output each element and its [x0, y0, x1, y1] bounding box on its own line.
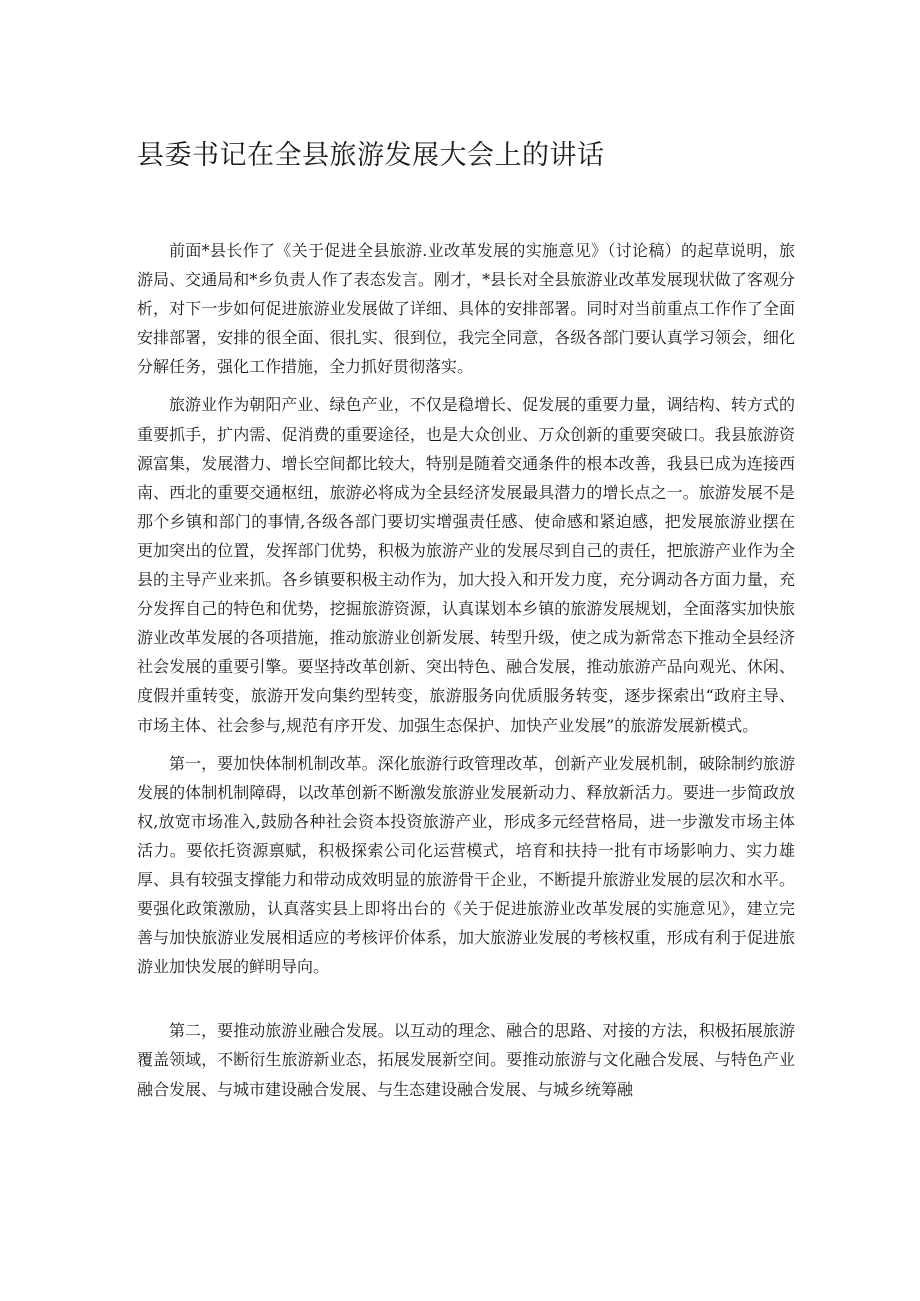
document-body	[137, 236, 795, 1113]
paragraph-intro: 前面*县长作了《关于促进全县旅游.业改革发展的实施意见》（讨论稿）的起草说明，旅游局、交通局和*乡负责人作了表态发言。刚才，*县长对全县旅游业改革发展现状做了客观分析，对下一步如何促进旅游业发展做了详细、具体的安排部署。同时对当前重点工作作了全面安排部署，安排的很全面、很扎实、很到位，我完全同意，各级各部门要认真学习领会，细化分解任务，强化工作措施，全力抓好贯彻落实。	[137, 241, 795, 377]
paragraph-first-point: 第一，要加快体制机制改革。深化旅游行政管理改革，创新产业发展机制，破除制约旅游发展的体制机制障碍，以改革创新不断激发旅游业发展新动力、释放新活力。要进一步简政放权,放宽市场准入,鼓励各种社会资本投资旅游产业，形成多元经营格局，进一步激发市场主体活力。要依托资源禀赋，积极探索公司化运营模式，培育和扶持一批有市场影响力、实力雄厚、具有较强支撑能力和带动成效明显的旅游骨干企业，不断提升旅游业发展的层次和水平。要强化政策激励，认真落实县上即将出台的《关于促进旅游业改革发展的实施意见》，建立完善与加快旅游业发展相适应的考核评价体系，加大旅游业发展的考核权重，形成有利于促进旅游业加快发展的鲜明导向。	[137, 753, 795, 977]
document-title: 县委书记在全县旅游发展大会上的讲话	[137, 140, 605, 171]
paragraph-second-point: 第二，要推动旅游业融合发展。以互动的理念、融合的思路、对接的方法，积极拓展旅游覆盖领域，不断衍生旅游新业态，拓展发展新空间。要推动旅游与文化融合发展、与特色产业融合发展、与城市建设融合发展、与生态建设融合发展、与城乡统筹融	[137, 1021, 795, 1099]
paragraph-tourism-industry: 旅游业作为朝阳产业、绿色产业，不仅是稳增长、促发展的重要力量，调结构、转方式的重要抓手，扩内需、促消费的重要途径，也是大众创业、万众创新的重要突破口。我县旅游资源富集，发展潜力、增长空间都比较大，特别是随着交通条件的根本改善，我县已成为连接西南、西北的重要交通枢纽，旅游必将成为全县经济发展最具潜力的增长点之一。旅游发展不是那个乡镇和部门的事情,各级各部门要切实增强责任感、使命感和紧迫感，把发展旅游业摆在更加突出的位置，发挥部门优势，积极为旅游产业的发展尽到自己的责任，把旅游产业作为全县的主导产业来抓。各乡镇要积极主动作为，加大投入和开发力度，充分调动各方面力量，充分发挥自己的特色和优势，挖掘旅游资源，认真谋划本乡镇的旅游发展规划，全面落实加快旅游业改革发展的各项措施，推动旅游业创新发展、转型升级，使之成为新常态下推动全县经济社会发展的重要引擎。要坚持改革创新、突出特色、融合发展，推动旅游产品向观光、休闲、度假并重转变，旅游开发向集约型转变，旅游服务向优质服务转变，逐步探索出“政府主导、市场主体、社会参与,规范有序开发、加强生态保护、加快产业发展”的旅游发展新模式。	[137, 395, 795, 735]
